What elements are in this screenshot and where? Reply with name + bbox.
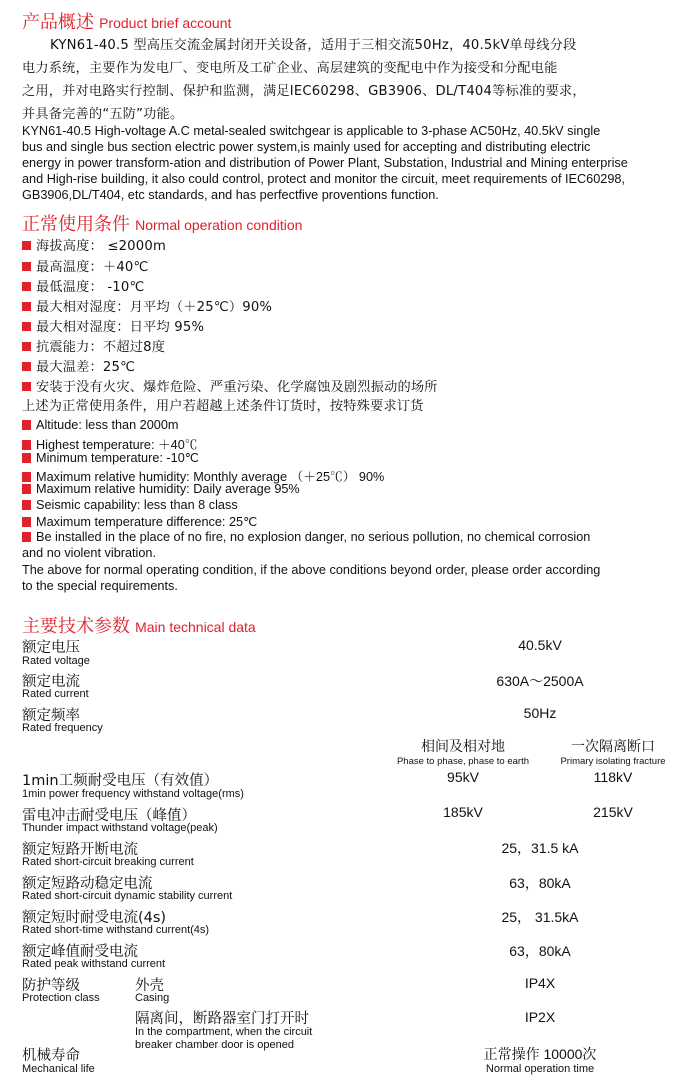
param-value: 25， 31.5kA bbox=[501, 909, 579, 925]
condition-zh-item: 海拔高度： ≤2000m bbox=[22, 235, 166, 254]
param-value: 630A～2500A bbox=[496, 673, 584, 689]
brief-zh-line: KYN61-40.5 型高压交流金属封闭开关设备，适用于三相交流50Hz，40.5kV单母线分段 bbox=[50, 38, 577, 53]
casing-label-zh: 外壳 bbox=[135, 978, 164, 994]
param-value-primary: 118kV bbox=[593, 769, 633, 785]
param-label-zh: 1min工频耐受电压（有效值） bbox=[22, 773, 219, 789]
condition-en-item: Maximum relative humidity: Monthly average （＋25℃） 90% bbox=[22, 466, 384, 485]
param-value-phase: 185kV bbox=[443, 804, 483, 820]
param-label-en: Thunder impact withstand voltage(peak) bbox=[22, 822, 218, 834]
param-label-en: Protection class bbox=[22, 992, 100, 1004]
brief-en-line: GB3906,DL/T404, etc standards, and has perfectfive proventions function. bbox=[22, 188, 439, 202]
param-value-phase: 95kV bbox=[447, 769, 479, 785]
condition-zh-item: 安装于没有火灾、爆炸危险、严重污染、化学腐蚀及剧烈振动的场所 bbox=[22, 376, 438, 395]
param-label-zh: 额定短路动稳定电流 bbox=[22, 876, 153, 892]
condition-zh-item: 最大相对湿度：月平均（＋25℃）90% bbox=[22, 296, 272, 315]
param-value: 40.5kV bbox=[518, 637, 562, 653]
param-value: 63，80kA bbox=[509, 875, 571, 891]
bullet-square-icon bbox=[22, 322, 31, 331]
bullet-square-icon bbox=[22, 241, 31, 250]
section-title-en: Product brief account bbox=[99, 15, 232, 31]
condition-zh-item: 最大相对湿度：日平均 95% bbox=[22, 316, 204, 335]
condition-en-item-cont: and no violent vibration. bbox=[22, 546, 157, 560]
condition-en-item: Minimum temperature: -10℃ bbox=[22, 450, 199, 465]
brief-zh-line: 并具备完善的“五防”功能。 bbox=[22, 107, 184, 122]
condition-zh-item: 最大温差：25℃ bbox=[22, 356, 135, 375]
bullet-square-icon bbox=[22, 262, 31, 271]
param-label-en: Rated frequency bbox=[22, 722, 103, 734]
brief-zh-line: 之用，并对电路实行控制、保护和监测，满足IEC60298、GB3906、DL/T404等标准的要求， bbox=[22, 84, 586, 99]
bullet-square-icon bbox=[22, 472, 31, 482]
condition-zh-item: 最高温度：＋40℃ bbox=[22, 256, 149, 275]
compartment-label-en: In the compartment, when the circuit bbox=[135, 1026, 313, 1038]
brief-en-line: and High-rise building, it also could control, protect and monitor the circuit, meet requirements of IEC60298, bbox=[22, 172, 625, 186]
bullet-square-icon bbox=[22, 420, 31, 430]
section-title-normal-operation bbox=[22, 210, 302, 236]
param-label-en: Rated short-time withstand current(4s) bbox=[22, 924, 210, 936]
brief-en-line: energy in power transform-ation and distribution of Power Plant, Substation, Industrial and Mining enterprise bbox=[22, 156, 628, 170]
condition-en-item: Seismic capability: less than 8 class bbox=[22, 498, 238, 512]
param-value: IP4X bbox=[524, 975, 556, 991]
compartment-label-zh: 隔离间，断路器室门打开时 bbox=[135, 1011, 309, 1027]
bullet-square-icon bbox=[22, 282, 31, 291]
brief-en-line: KYN61-40.5 High-voltage A.C metal-sealed switchgear is applicable to 3-phase AC50Hz, 40.5kV single bbox=[22, 124, 601, 138]
param-label-zh: 额定电流 bbox=[22, 674, 80, 690]
bullet-square-icon bbox=[22, 500, 31, 510]
condition-en-item: Maximum relative humidity: Daily average 95% bbox=[22, 482, 300, 496]
bullet-square-icon bbox=[22, 532, 31, 542]
param-label-en: 1min power frequency withstand voltage(rms) bbox=[22, 788, 244, 800]
bullet-square-icon bbox=[22, 362, 31, 371]
section-title-en: Normal operation condition bbox=[135, 217, 303, 233]
condition-en-item: Maximum temperature difference: 25℃ bbox=[22, 514, 257, 529]
condition-en-item: Highest temperature: ＋40℃ bbox=[22, 434, 198, 453]
section-title-zh: 正常使用条件 bbox=[22, 214, 130, 235]
bullet-square-icon bbox=[22, 453, 31, 463]
column-header-primary: 一次隔离断口 Primary isolating fracture bbox=[560, 739, 666, 767]
param-label-en: Rated short-circuit dynamic stability current bbox=[22, 890, 233, 902]
condition-zh-note: 上述为正常使用条件，用户若超越上述条件订货时，按特殊要求订货 bbox=[22, 399, 424, 414]
section-title-product-brief bbox=[22, 8, 231, 34]
param-value-primary: 215kV bbox=[593, 804, 633, 820]
section-title-en: Main technical data bbox=[135, 619, 256, 635]
bullet-square-icon bbox=[22, 517, 31, 527]
bullet-square-icon bbox=[22, 342, 31, 351]
casing-label-en: Casing bbox=[135, 992, 170, 1004]
param-label-en: Rated voltage bbox=[22, 655, 90, 667]
bullet-square-icon bbox=[22, 484, 31, 494]
brief-zh-line: 电力系统，主要作为发电厂、变电所及工矿企业、高层建筑的变配电中作为接受和分配电能 bbox=[22, 61, 558, 76]
compartment-label-en: breaker chamber door is opened bbox=[135, 1039, 294, 1051]
brief-en-line: bus and single bus section electric power system,is mainly used for accepting and distributing electric bbox=[22, 140, 591, 154]
param-value: IP2X bbox=[524, 1009, 556, 1025]
param-label-zh: 额定峰值耐受电流 bbox=[22, 944, 138, 960]
param-label-zh: 额定电压 bbox=[22, 640, 80, 656]
condition-en-note: to the special requirements. bbox=[22, 579, 178, 593]
param-label-zh: 机械寿命 bbox=[22, 1048, 80, 1064]
section-title-main-technical-data bbox=[22, 612, 256, 638]
param-label-en: Mechanical life bbox=[22, 1063, 95, 1075]
param-label-zh: 额定频率 bbox=[22, 708, 80, 724]
param-value: 63，80kA bbox=[509, 943, 571, 959]
param-value: 正常操作 10000次 bbox=[483, 1046, 597, 1062]
condition-en-item: Be installed in the place of no fire, no explosion danger, no serious pollution, no chemical corrosion bbox=[22, 530, 590, 544]
section-title-zh: 主要技术参数 bbox=[22, 616, 130, 637]
param-label-en: Rated current bbox=[22, 688, 89, 700]
param-value: 50Hz bbox=[523, 705, 557, 721]
param-value-en: Normal operation time bbox=[485, 1063, 595, 1075]
bullet-square-icon bbox=[22, 382, 31, 391]
param-label-zh: 额定短时耐受电流(4s) bbox=[22, 910, 167, 926]
param-label-zh: 防护等级 bbox=[22, 978, 80, 994]
param-value: 25，31.5 kA bbox=[501, 840, 579, 856]
condition-en-item: Altitude: less than 2000m bbox=[22, 418, 178, 432]
bullet-square-icon bbox=[22, 302, 31, 311]
condition-zh-item: 抗震能力：不超过8度 bbox=[22, 336, 165, 355]
param-label-en: Rated peak withstand current bbox=[22, 958, 166, 970]
param-label-zh: 额定短路开断电流 bbox=[22, 842, 138, 858]
param-label-en: Rated short-circuit breaking current bbox=[22, 856, 194, 868]
section-title-zh: 产品概述 bbox=[22, 12, 94, 33]
column-header-phase: 相间及相对地 Phase to phase, phase to earth bbox=[396, 739, 530, 767]
bullet-square-icon bbox=[22, 440, 31, 450]
param-label-zh: 雷电冲击耐受电压（峰值） bbox=[22, 808, 196, 824]
condition-zh-item: 最低温度： -10℃ bbox=[22, 276, 144, 295]
condition-en-note: The above for normal operating condition, if the above conditions beyond order, please order according bbox=[22, 563, 601, 577]
